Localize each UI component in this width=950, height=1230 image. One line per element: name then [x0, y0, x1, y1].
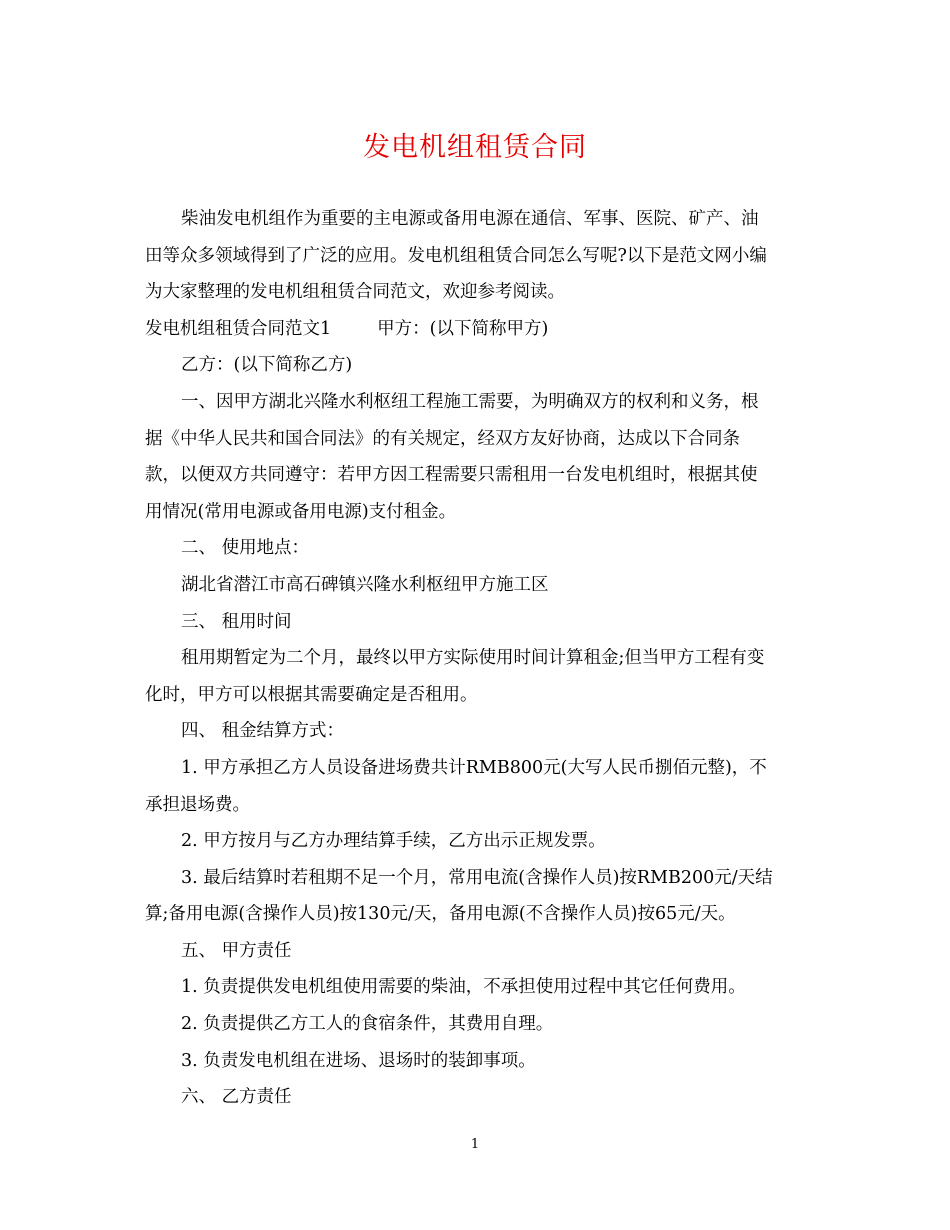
- clause2-text: 湖北省潜江市高石碑镇兴隆水利枢纽甲方施工区: [181, 574, 549, 595]
- sample-heading-line: [145, 311, 810, 348]
- clause5-item-3: 3. 负责发电机组在进场、退场时的装卸事项。: [181, 1050, 536, 1071]
- clause1-line-1: 一、因甲方湖北兴隆水利枢纽工程施工需要，为明确双方的权利和义务，根: [181, 391, 759, 412]
- clause2-heading: 二、 使用地点：: [181, 538, 310, 559]
- clause3-line-2: 化时，甲方可以根据其需要确定是否租用。: [145, 684, 478, 705]
- clause6-heading: 六、 乙方责任: [181, 1087, 292, 1108]
- clause5-item-1: 1. 负责提供发电机组使用需要的柴油，不承担使用过程中其它任何费用。: [181, 977, 746, 998]
- sample-heading: 发电机组租赁合同范文1: [145, 318, 332, 339]
- clause4-item1-line-2: 承担退场费。: [145, 794, 250, 815]
- intro-line-3: 为大家整理的发电机组租赁合同范文，欢迎参考阅读。: [145, 282, 565, 303]
- clause3-heading: 三、 租用时间: [181, 611, 292, 632]
- clause1-line-4: 用情况(常用电源或备用电源)支付租金。: [145, 501, 457, 522]
- party-a: 甲方：(以下简称甲方): [377, 318, 549, 339]
- clause4-item1-line-1: 1. 甲方承担乙方人员设备进场费共计RMB800元(大写人民币捌佰元整)，不: [181, 757, 767, 778]
- page-number: 1: [470, 1137, 480, 1152]
- document-body: [145, 201, 810, 1116]
- clause1-line-2: 据《中华人民共和国合同法》的有关规定，经双方友好协商，达成以下合同条: [145, 428, 740, 449]
- party-b: 乙方：(以下简称乙方): [181, 355, 353, 376]
- clause5-item-2: 2. 负责提供乙方工人的食宿条件，其费用自理。: [181, 1014, 554, 1035]
- clause5-heading: 五、 甲方责任: [181, 940, 292, 961]
- intro-line-1: 柴油发电机组作为重要的主电源或备用电源在通信、军事、医院、矿产、油: [181, 209, 759, 229]
- clause1-line-3: 款，以便双方共同遵守：若甲方因工程需要只需租用一台发电机组时，根据其使: [145, 465, 758, 486]
- clause4-item2: 2. 甲方按月与乙方办理结算手续，乙方出示正规发票。: [181, 831, 606, 852]
- document-title: 发电机组租赁合同: [363, 132, 587, 163]
- clause4-item3-line-1: 3. 最后结算时若租期不足一个月，常用电流(含操作人员)按RMB200元/天结: [181, 867, 773, 888]
- clause4-heading: 四、 租金结算方式：: [181, 721, 345, 742]
- intro-line-2: 田等众多领域得到了广泛的应用。发电机组租赁合同怎么写呢?以下是范文网小编: [145, 245, 767, 266]
- clause3-line-1: 租用期暂定为二个月，最终以甲方实际使用时间计算租金;但当甲方工程有变: [181, 648, 765, 669]
- clause4-item3-line-2: 算;备用电源(含操作人员)按130元/天，备用电源(不含操作人员)按65元/天。: [145, 904, 736, 925]
